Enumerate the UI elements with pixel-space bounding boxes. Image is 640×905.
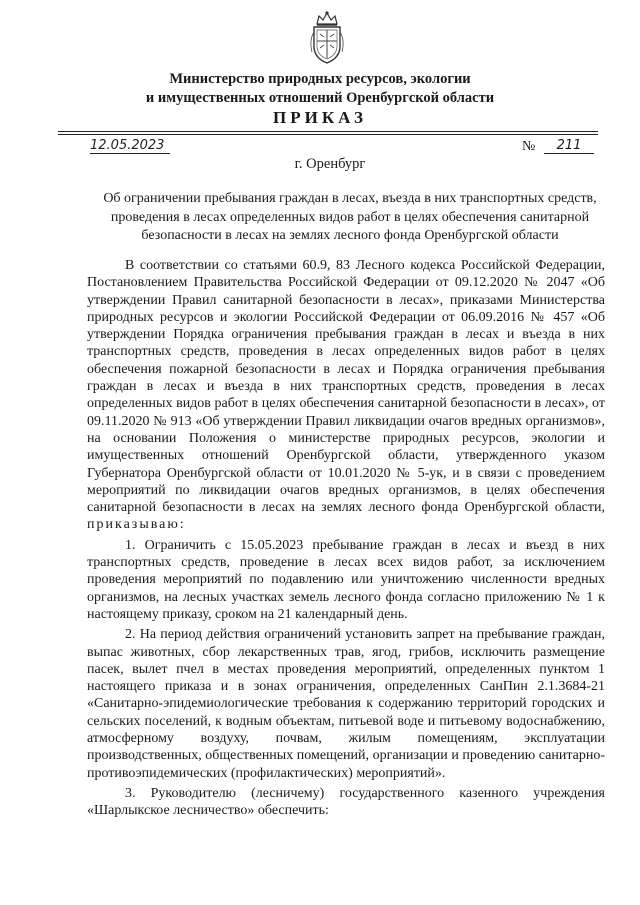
order-body [87, 257, 605, 823]
orders-word: приказываю: [87, 517, 186, 533]
order-date: 12.05.2023 [90, 138, 170, 154]
order-number: 211 [544, 138, 594, 154]
item-1-paragraph: 1. Ограничить с 15.05.2023 пребывание граждан в лесах и въезд в них транспортных средств, проведение в лесах всех видов работ, за исключением проведения мероприятий по подавлению или уничтожению численности вредных организмов, на лесных участках земель лесного фонда согласно приложению № 1 к настоящему приказу, сроком на 21 календарный день. [87, 537, 605, 622]
ministry-name [60, 70, 580, 108]
item-2-paragraph: 2. На период действия ограничений установить запрет на пребывание граждан, выпас животных, сбор лекарственных трав, ягод, грибов, исключить размещение пасек, вылет пчел в местах проведения мероприятий, определенных пунктом 1 настоящего приказа и в зонах ограничения, определенных СанПин 2.1.3684-21 «Санитарно-эпидемиологические требования к содержанию территорий городских и сельских поселений, к водным объектам, питьевой воде и питьевому водоснабжению, атмосферному воздуху, почвам, жилым помещениям, эксплуатации производственных, общественных помещений, организации и проведению санитарно-противоэпидемических (профилактических) мероприятий». [87, 627, 605, 781]
coat-of-arms-icon [304, 10, 350, 66]
header-rule-1 [58, 131, 598, 132]
header-rule-2 [58, 134, 598, 135]
ministry-line-1: Министерство природных ресурсов, экологии [169, 71, 471, 87]
item-3-paragraph: 3. Руководителю (лесничему) государственного казенного учреждения «Шарлыкское лесничество» обеспечить: [87, 785, 605, 819]
preamble-text: В соответствии со статьями 60.9, 83 Лесного кодекса Российской Федерации, Постановлением Правительства Российской Федерации от 09.12.2020 № 2047 «Об утверждении Правил санитарной безопасности в лесах», приказами Министерства природных ресурсов и экологии Российской Федерации от 06.09.2016 № 457 «Об утверждении Порядка ограничения пребывания граждан в лесах и въезда в них транспортных средств, проведения в лесах определенных видов работ в целях обеспечения пожарной безопасности в лесах и Порядка ограничения пребывания граждан в лесах и въезда в них транспортных средств, проведения в лесах определенных видов работ в целях обеспечения санитарной безопасности в лесах», от 09.11.2020 № 913 «Об утверждении Правил ликвидации очагов вредных организмов», на основании Положения о министерстве природных ресурсов, экологии и имущественных отношений Оренбургской области, утвержденного указом Губернатора Оренбургской области от 10.01.2020 № 5-ук, и в связи с проведением мероприятий по ликвидации очагов вредных организмов, в целях обеспечения санитарной безопасности в лесах на землях лесного фонда Оренбургской области, [87, 258, 605, 516]
order-subject: Об ограничении пребывания граждан в лесах, въезда в них транспортных средств, проведения в лесах определенных видов работ в целях обеспечения санитарной безопасности в лесах на землях лесного фонда Оренбургской области [103, 191, 597, 243]
order-number-label: № [522, 139, 536, 154]
order-title: ПРИКАЗ [273, 108, 367, 127]
city: г. Оренбург [294, 156, 366, 172]
ministry-line-2: и имущественных отношений Оренбургской области [145, 90, 495, 106]
preamble-paragraph [87, 257, 605, 534]
